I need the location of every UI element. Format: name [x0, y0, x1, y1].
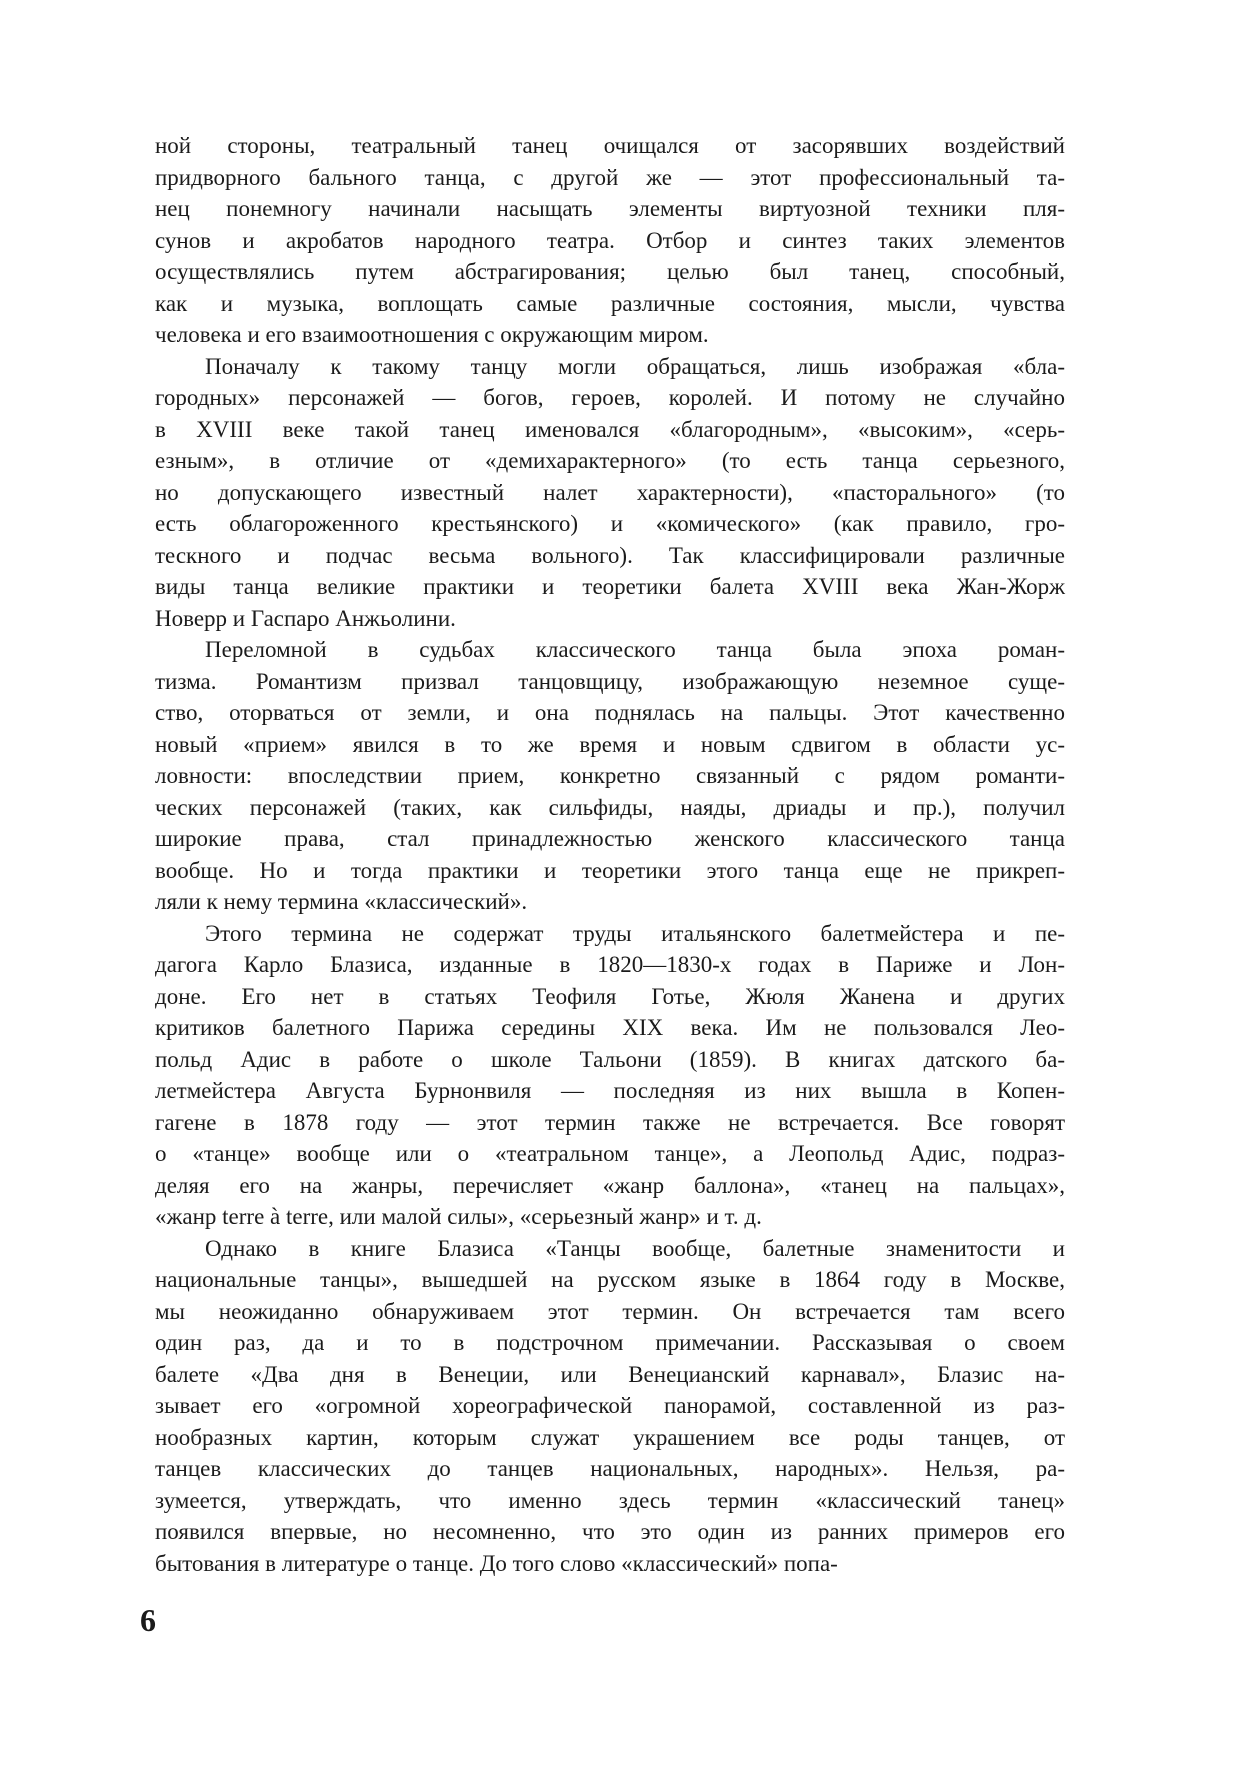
text-line: новый «прием» явился в то же время и новым сдвигом в области ус- [155, 731, 1065, 757]
text-line: Этого термина не содержат труды итальянского балетмейстера и пе- [205, 920, 1065, 946]
text-line: придворного бального танца, с другой же — этот профессиональный та- [155, 164, 1065, 190]
text-line: осуществлялись путем абстрагирования; целью был танец, способный, [155, 259, 1065, 284]
text-line: польд Адис в работе о школе Тальони (1859). В книгах датского ба- [155, 1046, 1065, 1072]
text-line: Новерр и Гаспаро Анжьолини. [155, 605, 456, 631]
text-line: зывает его «огромной хореографической панорамой, составленной из раз- [155, 1393, 1065, 1418]
text-line: танцев классических до танцев национальных, народных». Нельзя, ра- [155, 1456, 1065, 1481]
text-line: нообразных картин, которым служат украшением все роды танцев, от [155, 1424, 1065, 1450]
paragraph [155, 918, 1065, 1233]
text-line: ческих персонажей (таких, как сильфиды, наяды, дриады и пр.), получил [155, 794, 1065, 820]
paragraph [155, 130, 1065, 351]
text-line: «жанр terre à terre, или малой силы», «серьезный жанр» и т. д. [155, 1204, 762, 1229]
text-line: широкие права, стал принадлежностью женского классического танца [155, 826, 1065, 851]
text-line: тизма. Романтизм призвал танцовщицу, изображающую неземное суще- [155, 668, 1065, 694]
paragraph [155, 634, 1065, 918]
text-line: сунов и акробатов народного театра. Отбор и синтез таких элементов [155, 227, 1065, 253]
text-line: ляли к нему термина «классический». [155, 889, 528, 914]
text-line: о «танце» вообще или о «театральном танце», а Леопольд Адис, подраз- [155, 1141, 1065, 1166]
text-line: езным», в отличие от «демихарактерного» (то есть танца серьезного, [155, 448, 1065, 473]
text-line: зумеется, утверждать, что именно здесь термин «классический танец» [155, 1487, 1065, 1513]
paragraph [155, 1233, 1065, 1580]
text-line: бытования в литературе о танце. До того слово «классический» попа- [155, 1550, 838, 1576]
text-line: как и музыка, воплощать самые различные состояния, мысли, чувства [155, 290, 1065, 316]
text-line: Поначалу к такому танцу могли обращаться, лишь изображая «бла- [205, 353, 1065, 379]
text-line: один раз, да и то в подстрочном примечании. Рассказывая о своем [155, 1330, 1065, 1355]
text-line: доне. Его нет в статьях Теофиля Готье, Жюля Жанена и других [155, 983, 1065, 1009]
text-line: мы неожиданно обнаруживаем этот термин. Он встречается там всего [155, 1298, 1065, 1324]
paragraph [155, 351, 1065, 635]
text-line: но допускающего известный налет характерности), «пасторального» (то [155, 479, 1065, 505]
text-line: национальные танцы», вышедшей на русском языке в 1864 году в Москве, [155, 1267, 1065, 1292]
text-line: появился впервые, но несомненно, что это один из ранних примеров его [155, 1519, 1065, 1544]
text-line: летмейстера Августа Бурнонвиля — последняя из них вышла в Копен- [155, 1078, 1065, 1103]
text-line: ной стороны, театральный танец очищался от засорявших воздействий [155, 133, 1065, 158]
text-line: дагога Карло Блазиса, изданные в 1820—1830-х годах в Париже и Лон- [155, 952, 1065, 977]
text-line: балете «Два дня в Венеции, или Венецианский карнавал», Блазис на- [155, 1361, 1065, 1387]
text-line: вообще. Но и тогда практики и теоретики этого танца еще не прикреп- [155, 857, 1065, 883]
text-line: деляя его на жанры, перечисляет «жанр баллона», «танец на пальцах», [155, 1172, 1065, 1198]
text-line: Переломной в судьбах классического танца была эпоха роман- [205, 637, 1065, 662]
text-line: критиков балетного Парижа середины XIX века. Им не пользовался Лео- [155, 1015, 1065, 1040]
text-line: ство, оторваться от земли, и она поднялась на пальцы. Этот качественно [155, 700, 1065, 725]
text-line: нец понемногу начинали насыщать элементы виртуозной техники пля- [155, 196, 1065, 221]
text-line: ловности: впоследствии прием, конкретно связанный с рядом романти- [155, 763, 1065, 788]
text-line: есть облагороженного крестьянского) и «комического» (как правило, гро- [155, 511, 1065, 536]
text-line: в XVIII веке такой танец именовался «благородным», «высоким», «серь- [155, 416, 1065, 442]
text-line: тескного и подчас весьма вольного). Так классифицировали различные [155, 542, 1065, 568]
body-text [155, 130, 1065, 1579]
text-line: гагене в 1878 году — этот термин также не встречается. Все говорят [155, 1109, 1065, 1135]
page-number: 6 [140, 1602, 156, 1638]
text-line: человека и его взаимоотношения с окружающим миром. [155, 322, 709, 347]
text-line: Однако в книге Блазиса «Танцы вообще, балетные знаменитости и [205, 1235, 1065, 1261]
text-line: виды танца великие практики и теоретики балета XVIII века Жан-Жорж [155, 574, 1065, 599]
text-line: городных» персонажей — богов, героев, королей. И потому не случайно [155, 385, 1065, 410]
